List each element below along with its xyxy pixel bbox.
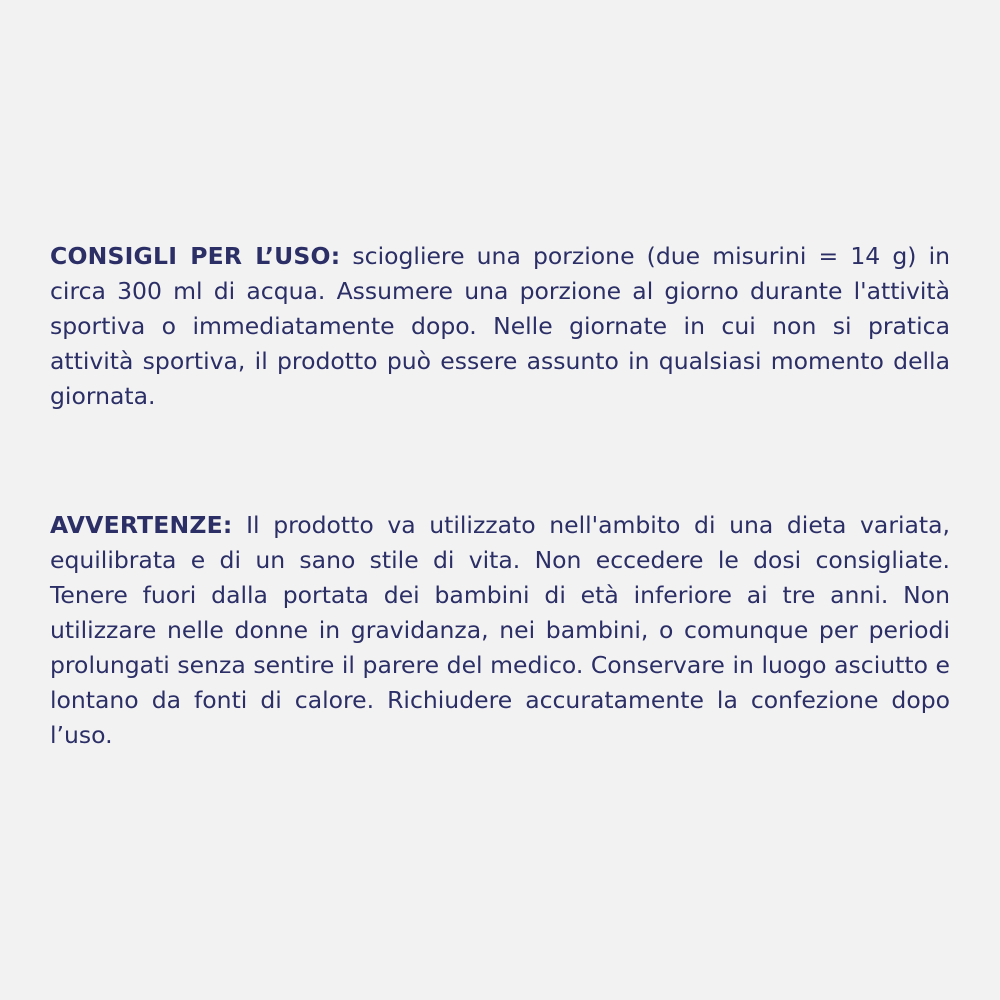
warnings-label: AVVERTENZE: xyxy=(50,511,233,539)
product-label-page xyxy=(50,0,950,1000)
warnings-text: Il prodotto va utilizzato nell'ambito di una dieta variata, equilibrata e di un sano stile di vita. Non eccedere le dosi consigliate. Tenere fuori dalla portata dei bambini di età inferiore ai tre anni. Non utilizzare nelle donne in gravidanza, nei bambini, o comunque per periodi prolungati senza sentire il parere del medico. Conservare in luogo asciutto e lontano da fonti di calore. Richiudere accuratamente la confezione dopo l’uso. xyxy=(50,511,950,749)
usage-instructions-text: sciogliere una porzione (due misurini = 14 g) in circa 300 ml di acqua. Assumere una porzione al giorno durante l'attività sportiva o immediatamente dopo. Nelle giornate in cui non si pratica attività sportiva, il prodotto può essere assunto in qualsiasi momento della giornata. xyxy=(50,242,950,410)
usage-instructions-paragraph xyxy=(50,239,950,414)
warnings-paragraph xyxy=(50,508,950,753)
usage-instructions-label: CONSIGLI PER L’USO: xyxy=(50,242,341,270)
